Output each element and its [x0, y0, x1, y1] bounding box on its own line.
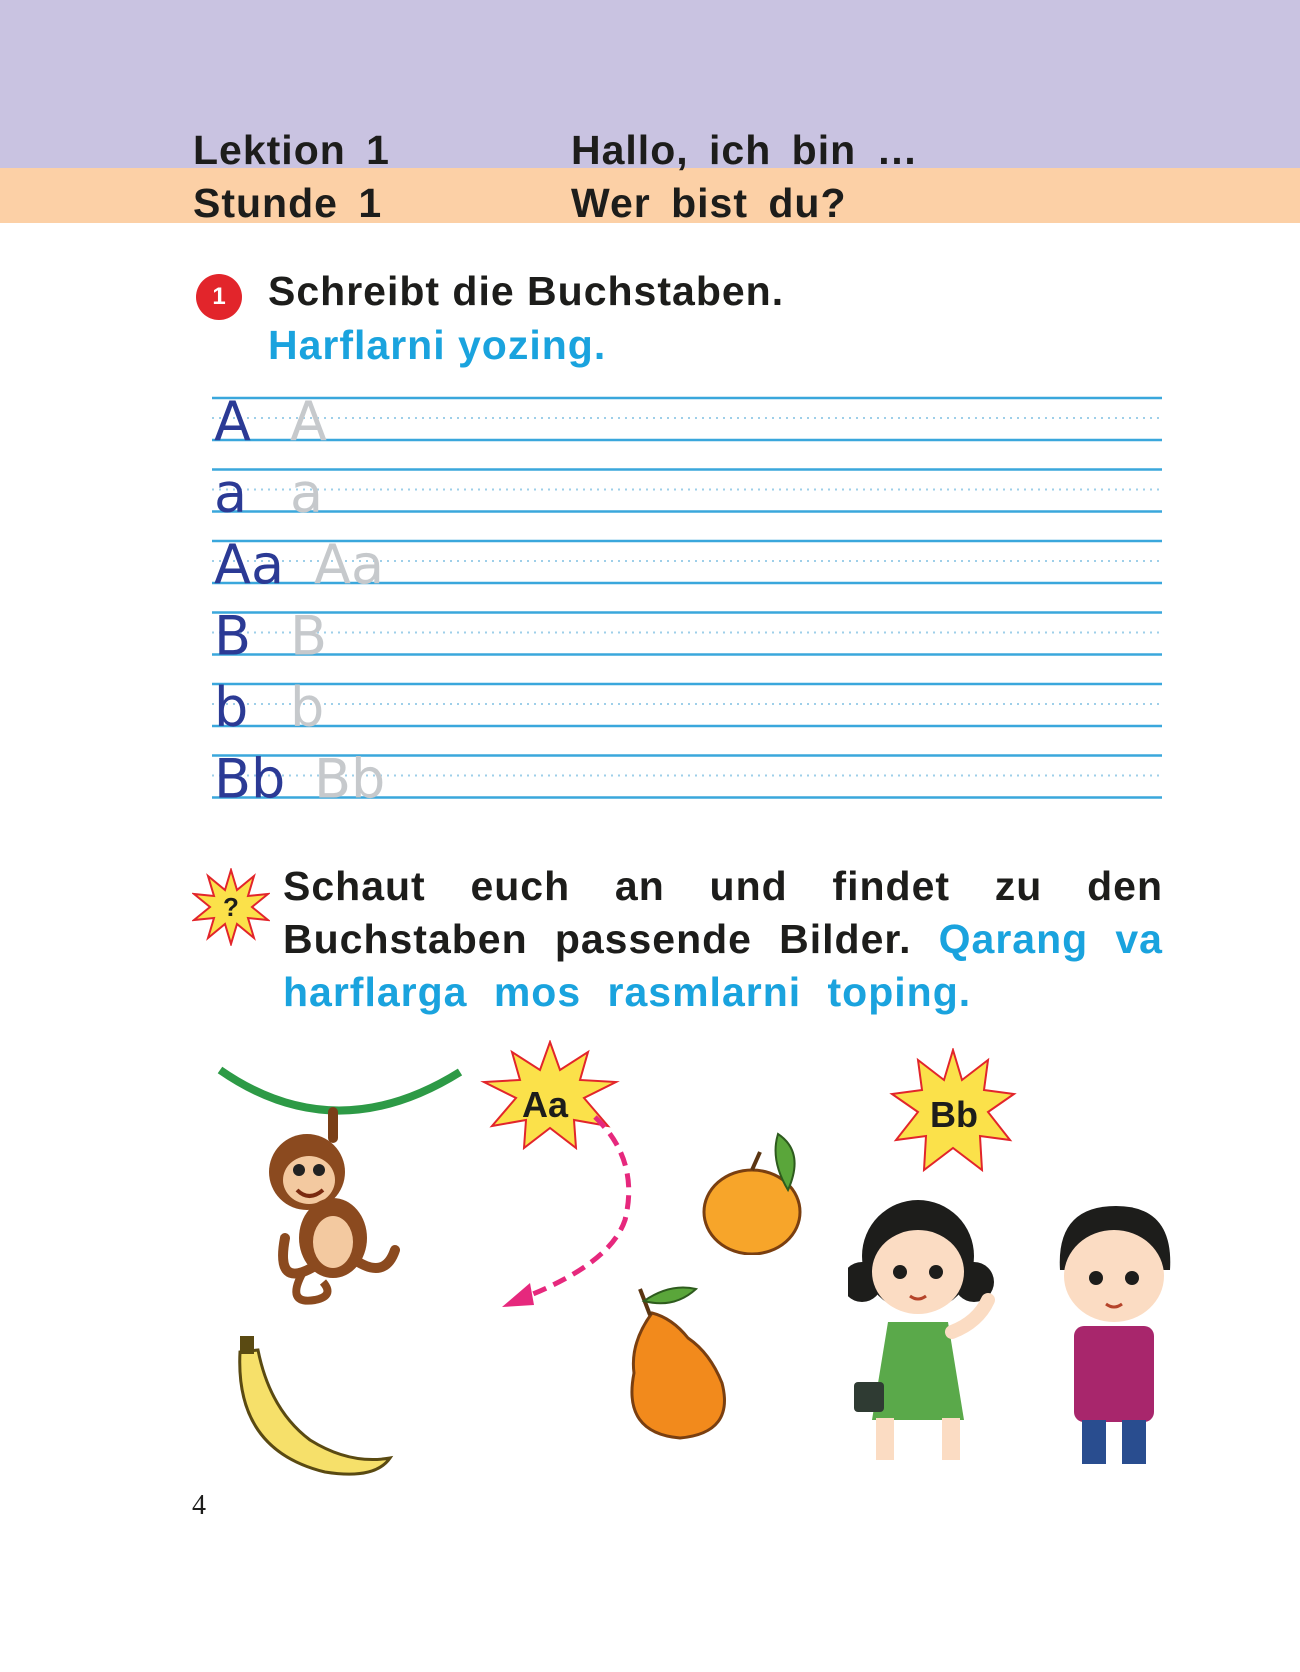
- model-letter: Bb: [214, 747, 286, 811]
- task2-instruction: [283, 860, 1163, 1019]
- trace-letter: B: [290, 604, 328, 668]
- writing-row: [212, 462, 1162, 525]
- task2-instruction-de: Schaut euch an und findet zu den Buchstaben passende Bilder.: [283, 863, 1163, 962]
- banana-illustration: [230, 1330, 395, 1480]
- model-letter: A: [214, 392, 251, 453]
- question-mark: ?: [223, 892, 239, 922]
- page-number: 4: [192, 1490, 206, 1521]
- lesson-label: Lektion 1: [193, 127, 390, 173]
- task-number-badge: 1: [196, 274, 242, 320]
- model-letter: b: [214, 676, 249, 739]
- task2-instruction-uz: Qarang va harflarga mos rasmlarni toping.: [283, 916, 1163, 1015]
- task1-instruction-uz: Harflarni yozing.: [268, 322, 607, 368]
- girl-illustration: [848, 1192, 1008, 1470]
- writing-row: [212, 392, 1162, 453]
- hour-label: Stunde 1: [193, 180, 383, 226]
- writing-row: [212, 748, 1162, 811]
- trace-letter: Bb: [314, 747, 386, 811]
- lesson-title: Hallo, ich bin …: [571, 127, 919, 173]
- writing-row: [212, 605, 1162, 668]
- model-letter: B: [214, 604, 252, 668]
- trace-letter: Aa: [314, 533, 385, 596]
- task1-instruction-de: Schreibt die Buchstaben.: [268, 268, 785, 314]
- handwriting-lines: [212, 392, 1172, 822]
- question-star-icon: [192, 868, 270, 946]
- model-letter: Aa: [214, 533, 285, 596]
- writing-row: [212, 533, 1162, 596]
- star-aa-label: Aa: [522, 1084, 569, 1125]
- star-bb-label: Bb: [930, 1094, 978, 1135]
- trace-letter: A: [290, 392, 327, 453]
- boy-illustration: [1048, 1200, 1183, 1468]
- writing-row: [212, 676, 1162, 739]
- hour-title: Wer bist du?: [571, 180, 847, 226]
- monkey-on-vine-illustration: [215, 1060, 465, 1310]
- model-letter: a: [214, 461, 248, 525]
- apricot-illustration: [700, 1130, 820, 1255]
- trace-letter: b: [290, 676, 325, 739]
- trace-letter: a: [290, 461, 324, 525]
- pear-illustration: [610, 1283, 740, 1443]
